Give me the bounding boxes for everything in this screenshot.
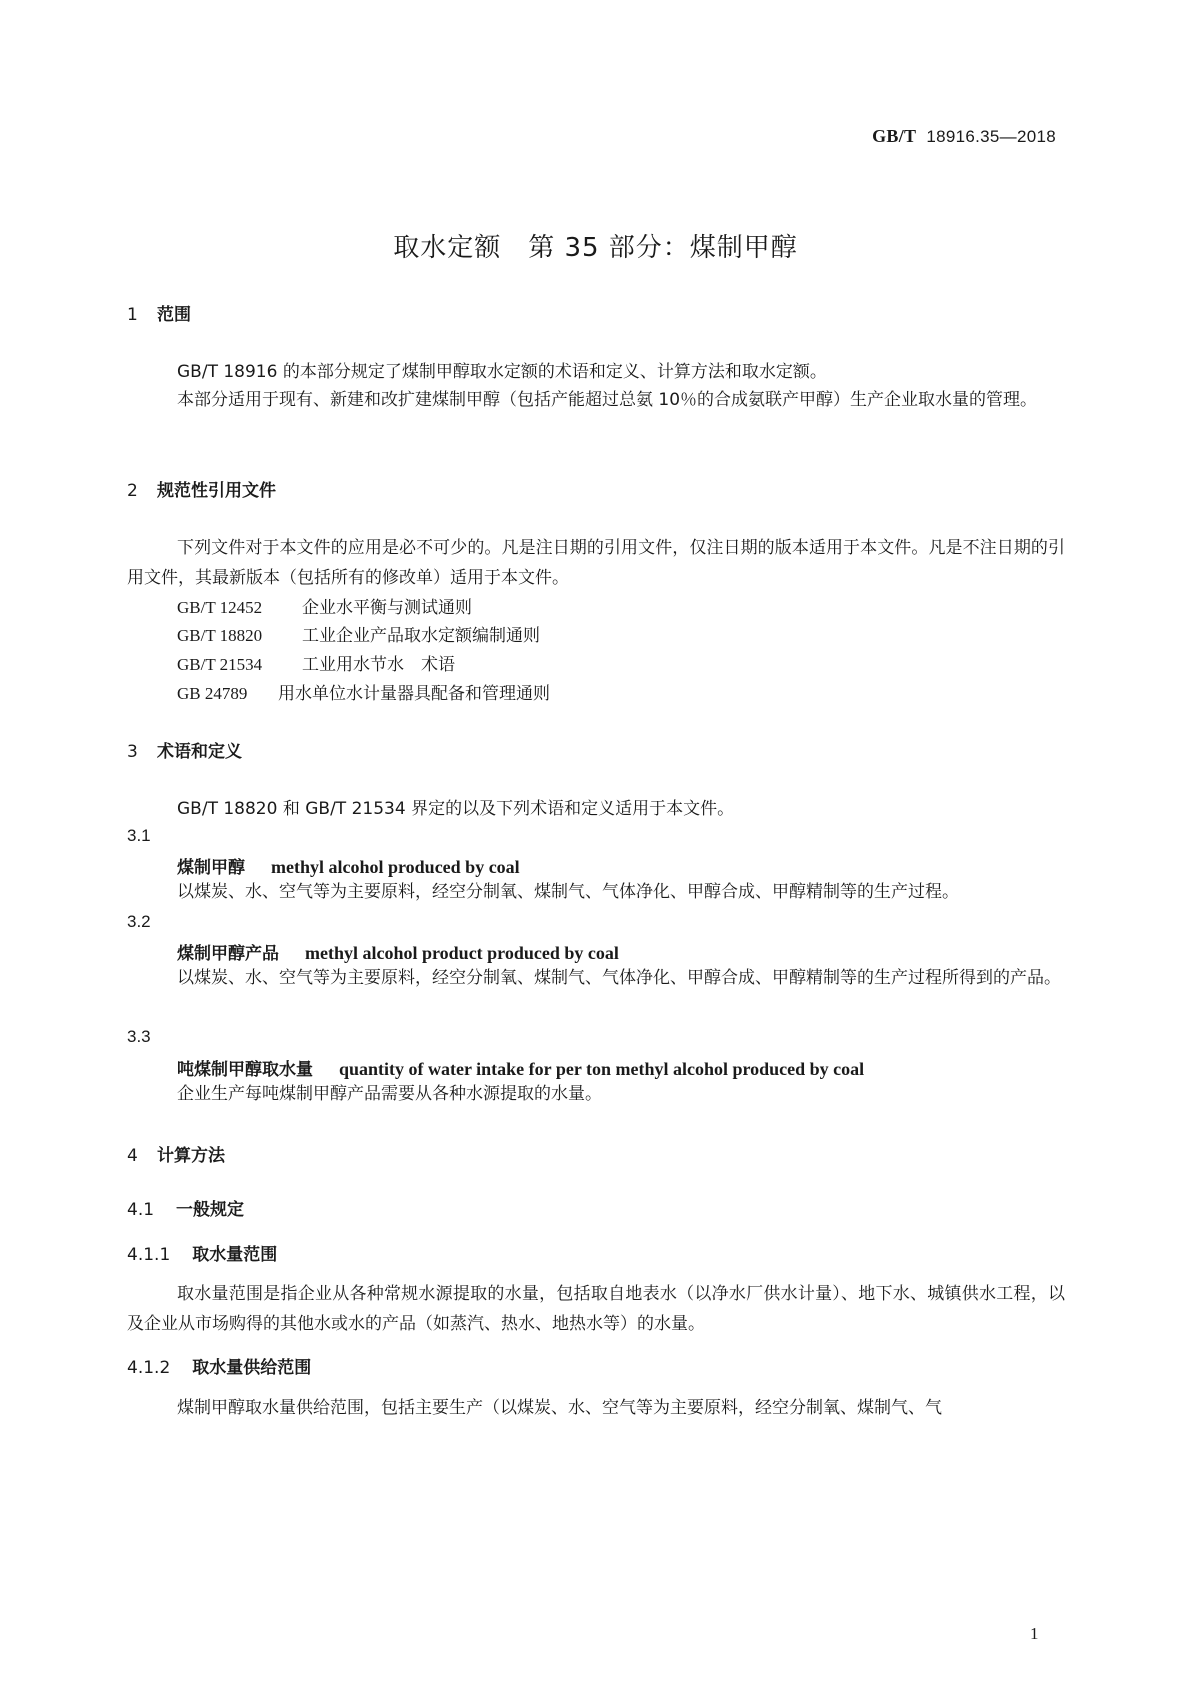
term-number: 3.1 (127, 826, 151, 845)
term-english: methyl alcohol produced by coal (271, 857, 520, 877)
section-title: 计算方法 (157, 1146, 225, 1166)
reference-code: GB/T 21534 (177, 655, 263, 674)
reference-code: GB/T 18820 (177, 626, 263, 645)
reference-item (177, 621, 540, 646)
page-number: 1 (1030, 1624, 1039, 1643)
section-title: 取水量范围 (192, 1245, 278, 1265)
reference-title: 企业水平衡与测试通则 (302, 598, 472, 618)
section-number: 3 (127, 742, 138, 762)
section-title: 术语和定义 (157, 742, 242, 762)
term-english: quantity of water intake for per ton methyl alcohol produced by coal (339, 1059, 865, 1079)
term-definition: 以煤炭、水、空气等为主要原料，经空分制氧、煤制气、气体净化、甲醇合成、甲醇精制等的生产过程所得到的产品。 (177, 968, 1061, 988)
reference-item (177, 593, 472, 618)
term-english: methyl alcohol product produced by coal (305, 943, 619, 963)
section-title: 取水量供给范围 (192, 1358, 312, 1378)
section-4-1-2-heading (127, 1353, 311, 1378)
reference-item (177, 650, 455, 675)
term-chinese: 吨煤制甲醇取水量 (177, 1060, 313, 1080)
section-2-paragraph-1: 下列文件对于本文件的应用是必不可少的。凡是注日期的引用文件，仅注日期的版本适用于本文件。凡是不注日期的引用文件，其最新版本（包括所有的修改单）适用于本文件。 (127, 538, 1065, 588)
standard-prefix: GB/T (872, 126, 917, 146)
section-3-heading (127, 737, 242, 762)
term-chinese: 煤制甲醇 (177, 858, 245, 878)
reference-code: GB/T 12452 (177, 598, 263, 617)
reference-title: 工业用水节水 术语 (302, 655, 455, 675)
section-title: 范围 (157, 305, 191, 325)
term-definition: 以煤炭、水、空气等为主要原料，经空分制氧、煤制气、气体净化、甲醇合成、甲醇精制等的生产过程。 (177, 882, 959, 902)
section-number: 4.1.2 (127, 1358, 171, 1378)
term-heading (177, 1055, 864, 1080)
section-1-paragraph-1: GB/T 18916 的本部分规定了煤制甲醇取水定额的术语和定义、计算方法和取水定额。 (177, 362, 827, 382)
section-4-1-heading (127, 1195, 244, 1220)
section-title: 规范性引用文件 (157, 481, 276, 501)
section-3-paragraph-1: GB/T 18820 和 GB/T 21534 界定的以及下列术语和定义适用于本文件。 (177, 799, 735, 819)
section-2-heading (127, 476, 276, 501)
section-number: 1 (127, 305, 138, 325)
section-1-paragraph-2: 本部分适用于现有、新建和改扩建煤制甲醇（包括产能超过总氨 10％的合成氨联产甲醇）生产企业取水量的管理。 (177, 390, 1038, 410)
reference-code: GB 24789 (177, 684, 248, 703)
term-definition: 企业生产每吨煤制甲醇产品需要从各种水源提取的水量。 (177, 1084, 602, 1104)
section-4-1-1-heading (127, 1240, 277, 1265)
term-number: 3.2 (127, 912, 151, 931)
standard-number (872, 126, 1056, 147)
section-number: 2 (127, 481, 138, 501)
standard-code: 18916.35—2018 (926, 127, 1056, 146)
reference-title: 用水单位水计量器具配备和管理通则 (278, 684, 550, 704)
section-4-1-1-paragraph: 取水量范围是指企业从各种常规水源提取的水量，包括取自地表水（以净水厂供水计量）、地下水、城镇供水工程，以及企业从市场购得的其他水或水的产品（如蒸汽、热水、地热水等）的水量。 (127, 1284, 1065, 1334)
section-1-heading (127, 300, 191, 325)
term-chinese: 煤制甲醇产品 (177, 944, 279, 964)
reference-item (177, 679, 550, 704)
section-4-heading (127, 1141, 225, 1166)
section-number: 4 (127, 1146, 138, 1166)
section-number: 4.1.1 (127, 1245, 171, 1265)
term-heading (177, 853, 520, 878)
document-title: 取水定额 第 35 部分：煤制甲醇 (393, 233, 798, 263)
section-4-1-2-paragraph: 煤制甲醇取水量供给范围，包括主要生产（以煤炭、水、空气等为主要原料，经空分制氧、煤制气、气 (177, 1398, 942, 1418)
term-number: 3.3 (127, 1027, 151, 1046)
reference-title: 工业企业产品取水定额编制通则 (302, 626, 540, 646)
term-heading (177, 939, 619, 964)
section-number: 4.1 (127, 1200, 155, 1220)
section-title: 一般规定 (176, 1200, 245, 1220)
